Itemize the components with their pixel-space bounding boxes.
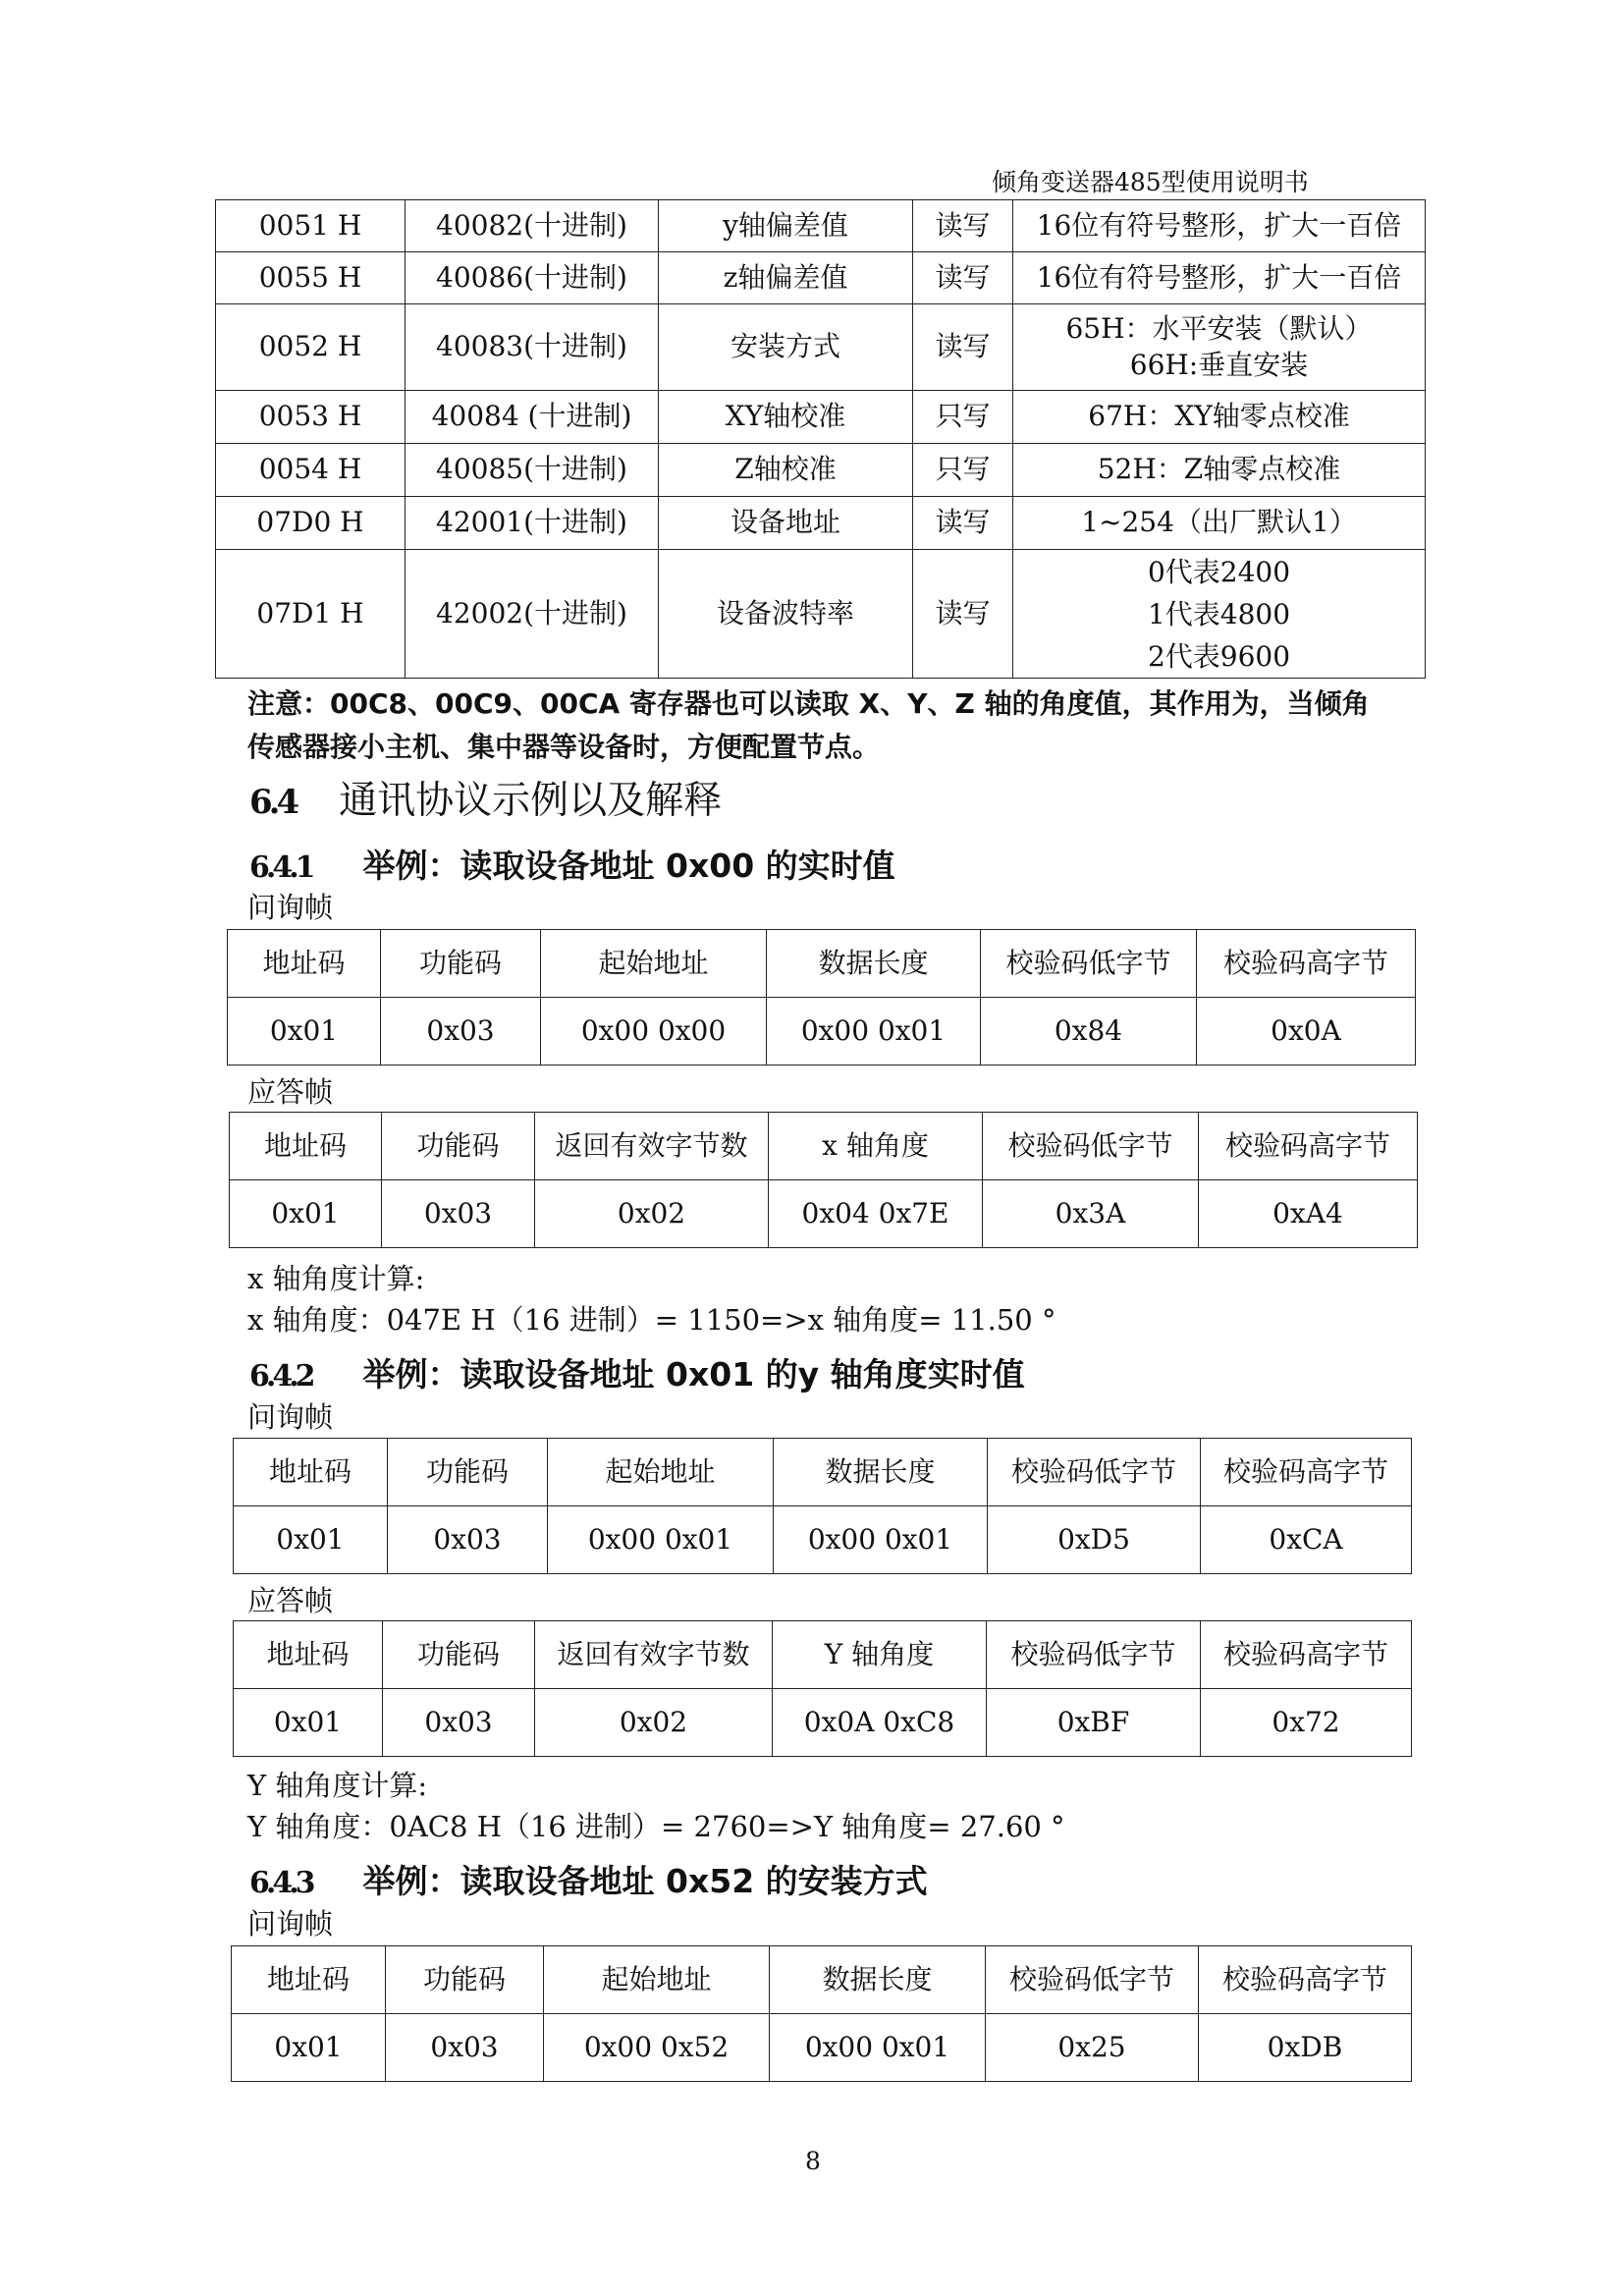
frame-value-cell: 0x01 [234,1506,388,1574]
frame-value-cell: 0x25 [986,2014,1199,2082]
description-line: 66H:垂直安装 [1129,348,1309,381]
query-frame-label: 问询帧 [247,1907,334,1941]
register-decimal: 42002(十进制) [406,550,659,679]
frame-header-cell: 地址码 [234,1621,383,1689]
frame-header-cell: 数据长度 [774,1439,988,1506]
register-name: 安装方式 [659,304,913,391]
frame-header-cell: 校验码低字节 [981,930,1197,998]
example-1-heading [249,841,895,887]
frame-value-cell: 0x00 0x00 [541,998,767,1066]
description-line: 16位有符号整形，扩大一百倍 [1036,208,1402,242]
example-1-query-table [227,929,1416,1066]
register-row [216,200,1426,252]
register-row [216,497,1426,550]
register-row [216,304,1426,391]
example-title: 举例：读取设备地址 0x52 的安装方式 [362,1862,928,1900]
register-address: 0051 H [216,200,406,252]
register-address: 07D0 H [216,497,406,550]
register-address: 0054 H [216,444,406,497]
description-line: 1代表4800 [1147,597,1291,630]
register-description [1013,252,1426,304]
frame-header-cell: 返回有效字节数 [535,1113,769,1180]
frame-value-cell: 0x02 [535,1180,769,1248]
frame-value-cell: 0xCA [1201,1506,1412,1574]
frame-header-cell: 起始地址 [548,1439,774,1506]
register-address: 0052 H [216,304,406,391]
register-decimal: 40086(十进制) [406,252,659,304]
frame-header-cell: 校验码低字节 [986,1946,1199,2014]
frame-value-row [228,998,1416,1066]
register-access: 只写 [913,391,1013,444]
register-address: 07D1 H [216,550,406,679]
register-description [1013,304,1426,391]
reply-frame-label: 应答帧 [247,1075,334,1109]
query-frame-label: 问询帧 [247,891,334,924]
frame-value-cell: 0x84 [981,998,1197,1066]
frame-header-row [234,1439,1412,1506]
register-name: z轴偏差值 [659,252,913,304]
register-decimal: 40085(十进制) [406,444,659,497]
note-paragraph [247,683,1396,769]
example-title: 举例：读取设备地址 0x00 的实时值 [362,847,895,885]
example-2-reply-table [233,1620,1412,1757]
frame-header-cell: x 轴角度 [769,1113,983,1180]
register-description [1013,550,1426,679]
frame-value-row [234,1689,1412,1757]
frame-header-cell: 校验码高字节 [1201,1621,1412,1689]
register-decimal: 40083(十进制) [406,304,659,391]
frame-value-row [234,1506,1412,1574]
register-access: 读写 [913,252,1013,304]
frame-value-row [232,2014,1412,2082]
frame-header-cell: 校验码高字节 [1197,930,1416,998]
frame-header-row [234,1621,1412,1689]
frame-header-row [232,1946,1412,2014]
frame-value-cell: 0x04 0x7E [769,1180,983,1248]
register-description [1013,497,1426,550]
register-name: XY轴校准 [659,391,913,444]
frame-value-cell: 0x00 0x01 [770,2014,986,2082]
frame-header-cell: 地址码 [228,930,381,998]
frame-header-cell: 起始地址 [541,930,767,998]
frame-value-cell: 0x01 [230,1180,382,1248]
frame-value-cell: 0xBF [987,1689,1201,1757]
note-line-2: 传感器接小主机、集中器等设备时，方便配置节点。 [247,731,881,763]
frame-header-cell: 功能码 [381,930,541,998]
frame-header-cell: 起始地址 [544,1946,770,2014]
calc-label: Y 轴角度计算: [247,1769,428,1802]
register-decimal: 42001(十进制) [406,497,659,550]
example-number: 6.4.3 [249,1866,312,1900]
register-access: 读写 [913,497,1013,550]
frame-value-cell: 0x03 [381,998,541,1066]
frame-header-cell: 功能码 [386,1946,544,2014]
description-line: 67H：XY轴零点校准 [1088,400,1350,433]
frame-value-cell: 0x01 [232,2014,386,2082]
frame-value-cell: 0xDB [1199,2014,1412,2082]
frame-header-cell: 校验码高字节 [1201,1439,1412,1506]
frame-header-cell: 数据长度 [770,1946,986,2014]
frame-header-cell: 校验码低字节 [983,1113,1199,1180]
register-row [216,391,1426,444]
example-3-query-table [231,1945,1412,2082]
description-line: 0代表2400 [1147,555,1291,588]
frame-header-cell: 地址码 [234,1439,388,1506]
note-line-1: 注意：00C8、00C9、00CA 寄存器也可以读取 X、Y、Z 轴的角度值，其作用为，当倾角 [247,687,1370,720]
frame-header-cell: 功能码 [383,1621,535,1689]
register-address: 0053 H [216,391,406,444]
frame-header-cell: 功能码 [388,1439,548,1506]
frame-value-cell: 0x00 0x52 [544,2014,770,2082]
frame-value-cell: 0x3A [983,1180,1199,1248]
frame-header-cell: 返回有效字节数 [535,1621,773,1689]
register-description [1013,200,1426,252]
frame-value-cell: 0xA4 [1199,1180,1418,1248]
register-name: y轴偏差值 [659,200,913,252]
frame-header-cell: 校验码低字节 [988,1439,1201,1506]
query-frame-label: 问询帧 [247,1400,334,1434]
frame-value-cell: 0x01 [228,998,381,1066]
description-line: 1~254（出厂默认1） [1081,506,1357,539]
frame-header-cell: 地址码 [230,1113,382,1180]
frame-value-cell: 0xD5 [988,1506,1201,1574]
section-number: 6.4 [249,783,297,822]
frame-header-row [230,1113,1418,1180]
description-line: 52H：Z轴零点校准 [1097,453,1341,486]
frame-value-cell: 0x02 [535,1689,773,1757]
register-access: 只写 [913,444,1013,497]
frame-header-row [228,930,1416,998]
frame-value-cell: 0x0A [1197,998,1416,1066]
description-line: 2代表9600 [1147,639,1291,673]
example-3-heading [249,1856,928,1902]
register-description [1013,444,1426,497]
register-row [216,444,1426,497]
register-name: 设备波特率 [659,550,913,679]
register-table [215,199,1426,679]
description-line: 16位有符号整形，扩大一百倍 [1036,260,1402,294]
reply-frame-label: 应答帧 [247,1584,334,1617]
running-header: 倾角变送器485型使用说明书 [992,168,1309,196]
example-title: 举例：读取设备地址 0x01 的y 轴角度实时值 [362,1355,1025,1394]
frame-value-cell: 0x01 [234,1689,383,1757]
register-decimal: 40084 (十进制) [406,391,659,444]
frame-value-cell: 0x72 [1201,1689,1412,1757]
calc-label: x 轴角度计算: [247,1262,425,1295]
register-access: 读写 [913,550,1013,679]
register-address: 0055 H [216,252,406,304]
calc-text: Y 轴角度：0AC8 H（16 进制）= 2760=>Y 轴角度= 27.60 ° [247,1810,1065,1843]
frame-header-cell: 校验码高字节 [1199,1946,1412,2014]
example-number: 6.4.1 [249,850,312,885]
register-access: 读写 [913,200,1013,252]
section-heading [249,770,722,825]
example-2-heading [249,1349,1025,1395]
frame-value-cell: 0x03 [383,1689,535,1757]
frame-header-cell: 校验码高字节 [1199,1113,1418,1180]
frame-header-cell: 地址码 [232,1946,386,2014]
register-row [216,550,1426,679]
frame-value-row [230,1180,1418,1248]
example-1-reply-table [229,1112,1418,1248]
frame-header-cell: 数据长度 [767,930,981,998]
frame-value-cell: 0x03 [382,1180,535,1248]
register-description [1013,391,1426,444]
calc-text: x 轴角度：047E H（16 进制）= 1150=>x 轴角度= 11.50 ° [247,1303,1056,1337]
section-title: 通讯协议示例以及解释 [339,779,723,823]
frame-header-cell: 功能码 [382,1113,535,1180]
frame-value-cell: 0x00 0x01 [774,1506,988,1574]
register-access: 读写 [913,304,1013,391]
register-name: Z轴校准 [659,444,913,497]
page-number: 8 [805,2147,821,2175]
register-name: 设备地址 [659,497,913,550]
frame-value-cell: 0x00 0x01 [767,998,981,1066]
frame-header-cell: Y 轴角度 [773,1621,987,1689]
frame-value-cell: 0x0A 0xC8 [773,1689,987,1757]
frame-value-cell: 0x03 [386,2014,544,2082]
register-row [216,252,1426,304]
example-number: 6.4.2 [249,1359,312,1394]
description-line: 65H：水平安装（默认） [1065,312,1373,346]
frame-value-cell: 0x00 0x01 [548,1506,774,1574]
register-decimal: 40082(十进制) [406,200,659,252]
frame-header-cell: 校验码低字节 [987,1621,1201,1689]
frame-value-cell: 0x03 [388,1506,548,1574]
example-2-query-table [233,1438,1412,1574]
